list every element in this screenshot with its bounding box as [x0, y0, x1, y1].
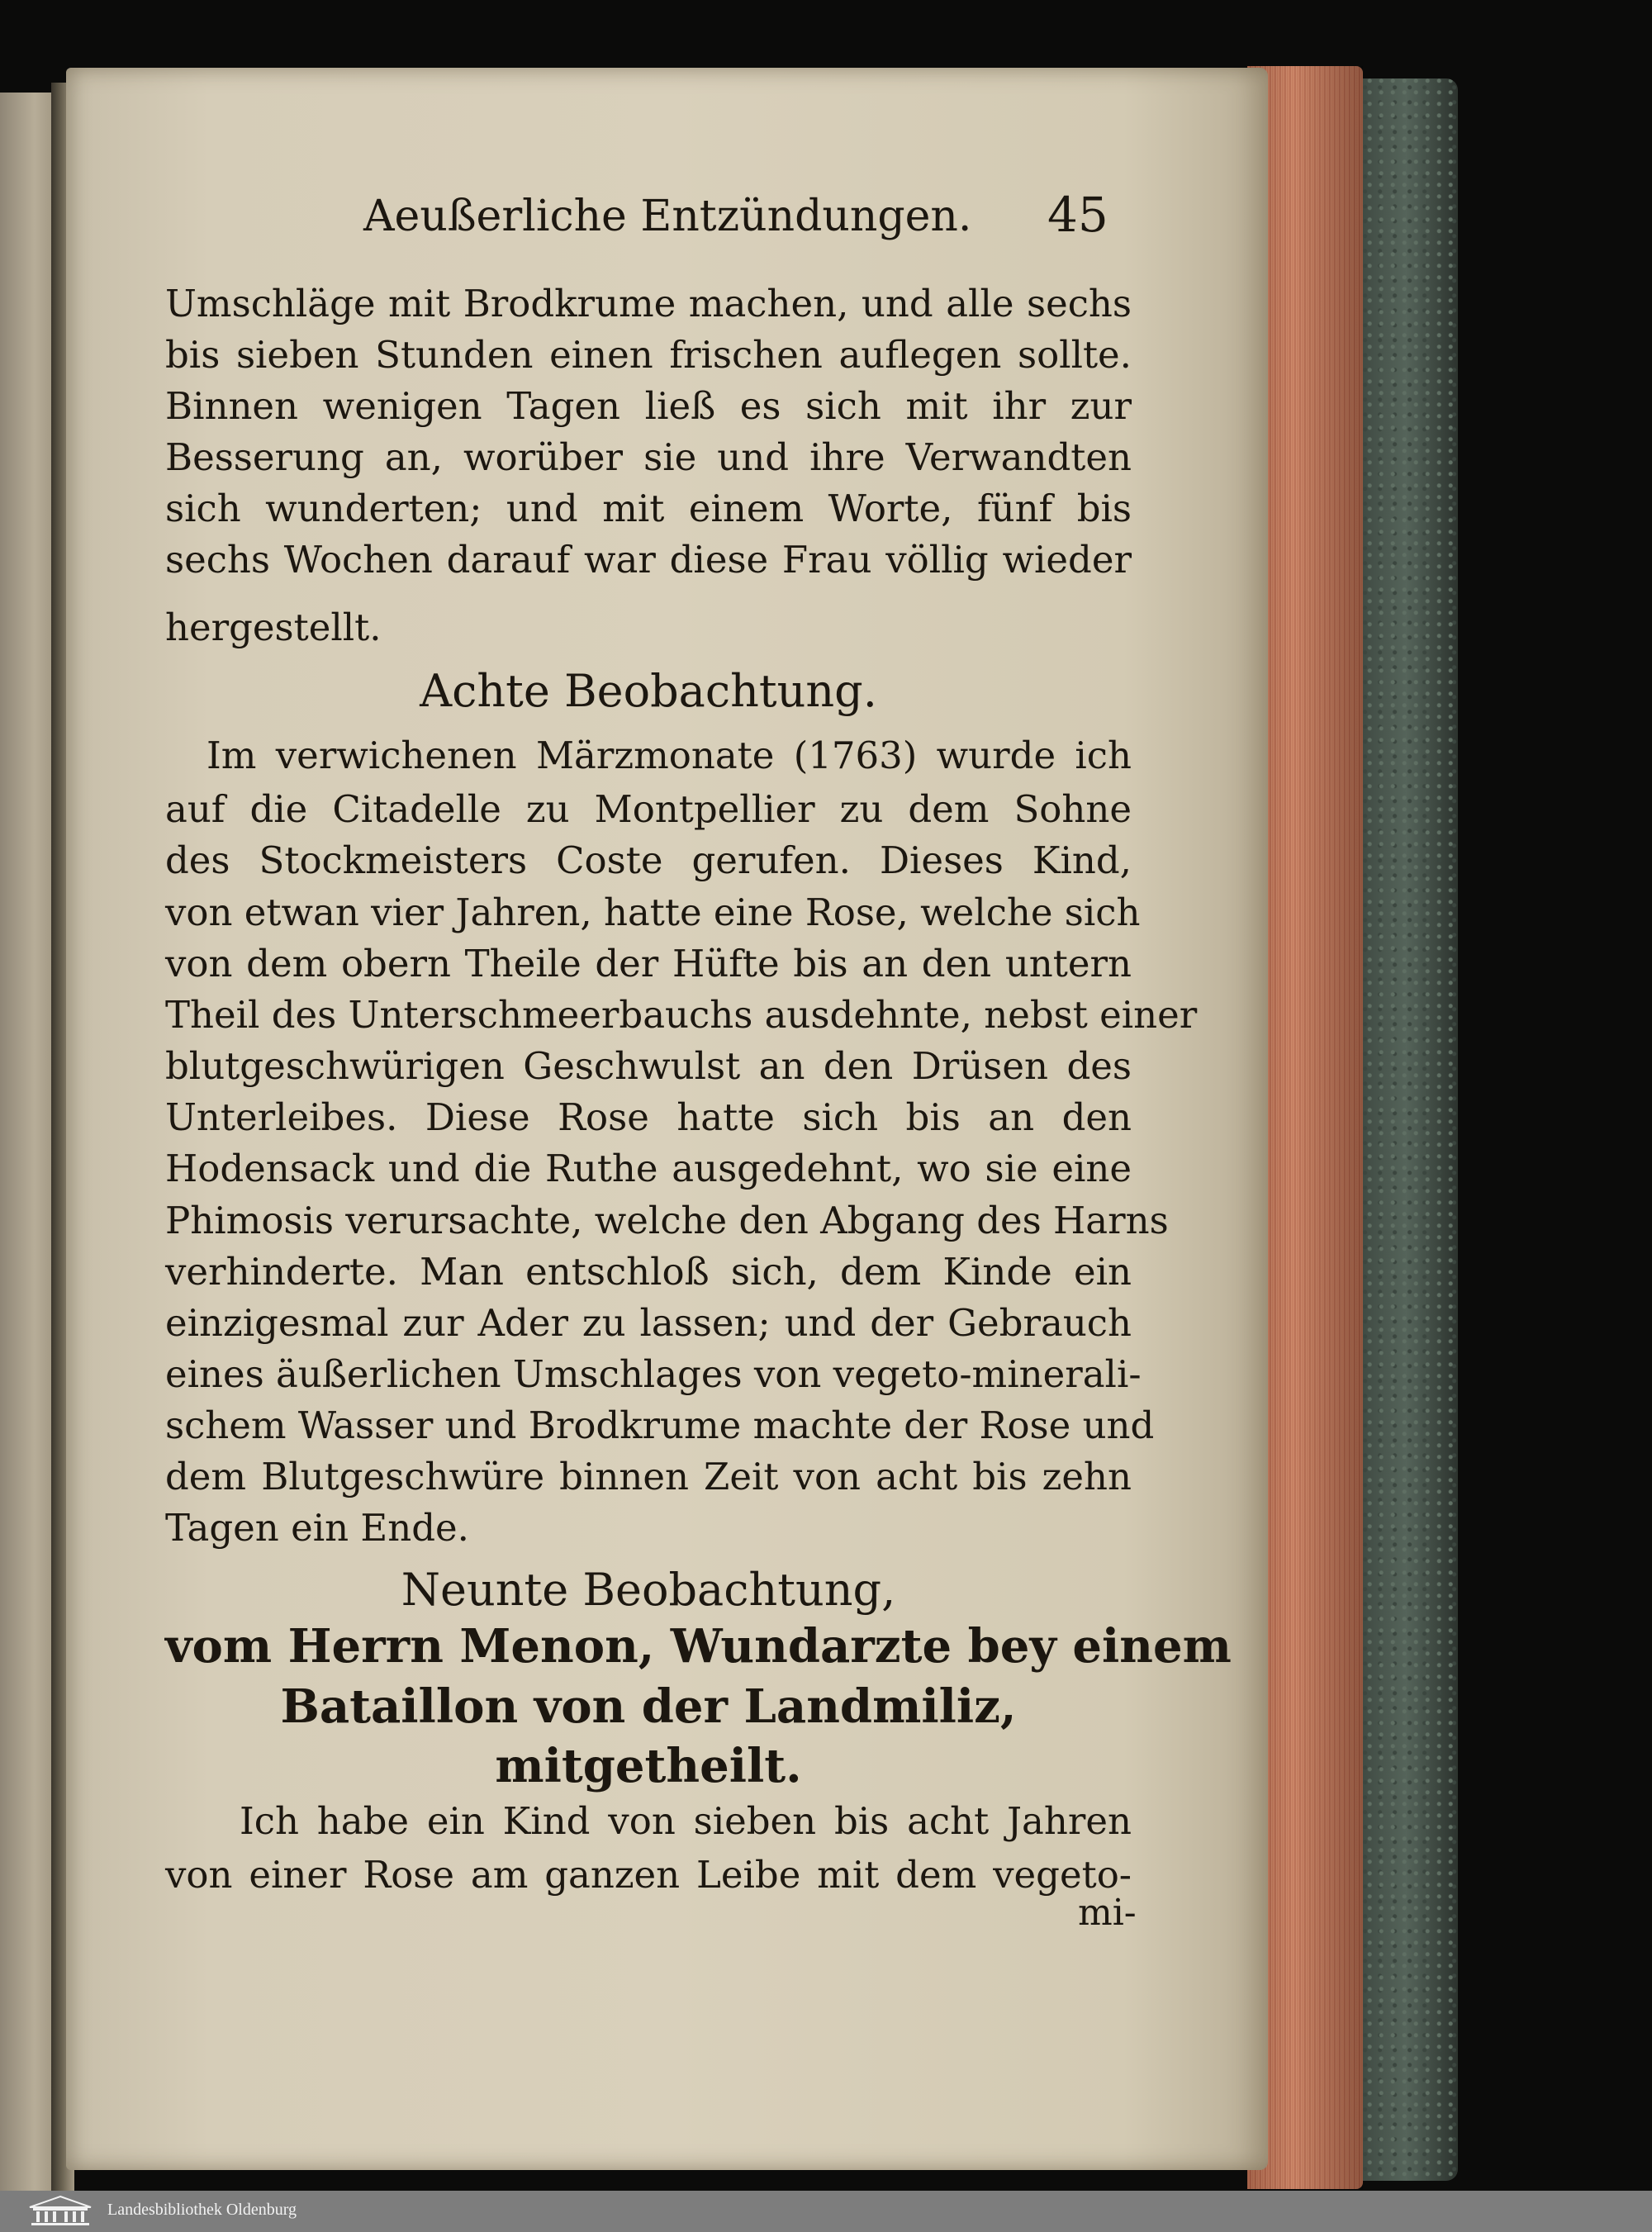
- book-cover-edge: [1355, 78, 1458, 2181]
- text-line: auf die Citadelle zu Montpellier zu dem Sohne: [165, 787, 1132, 831]
- text-line: Binnen wenigen Tagen ließ es sich mit ihr zur: [165, 384, 1132, 428]
- text-line: von einer Rose am ganzen Leibe mit dem vegeto-: [165, 1853, 1132, 1897]
- text-line: sechs Wochen darauf war diese Frau völlig wieder: [165, 538, 1132, 582]
- footer-library-name[interactable]: Landesbibliothek Oldenburg: [107, 2201, 297, 2219]
- section-subheading: Bataillon von der Landmiliz,: [280, 1679, 1017, 1734]
- text-line: Theil des Unterschmeerbauchs ausdehnte, nebst einer: [165, 993, 1198, 1037]
- section-subheading: mitgetheilt.: [495, 1739, 802, 1793]
- text-line: bis sieben Stunden einen frischen auflegen sollte.: [165, 333, 1132, 377]
- text-line: einzigesmal zur Ader zu lassen; und der Gebrauch: [165, 1301, 1132, 1345]
- text-line: Hodensack und die Ruthe ausgedehnt, wo sie eine: [165, 1147, 1132, 1190]
- text-line: Unterleibes. Diese Rose hatte sich bis an den: [165, 1095, 1132, 1139]
- text-line: verhinderte. Man entschloß sich, dem Kinde ein: [165, 1250, 1132, 1294]
- section-heading: Achte Beobachtung.: [420, 665, 877, 717]
- facing-page-edge: [0, 93, 58, 2191]
- text-line: Umschläge mit Brodkrume machen, und alle sechs: [165, 282, 1132, 325]
- text-line: des Stockmeisters Coste gerufen. Dieses Kind,: [165, 838, 1132, 882]
- text-line: Phimosis verursachte, welche den Abgang des Harns: [165, 1199, 1169, 1242]
- text-line: Tagen ein Ende.: [165, 1506, 469, 1550]
- library-building-icon: [23, 2194, 97, 2227]
- text-line: von dem obern Theile der Hüfte bis an den untern: [165, 942, 1132, 985]
- catchword: mi-: [1078, 1892, 1137, 1934]
- text-line: Im verwichenen Märzmonate (1763) wurde ich: [206, 734, 1132, 777]
- text-line: sich wunderten; und mit einem Worte, fünf bis: [165, 487, 1132, 530]
- text-line: hergestellt.: [165, 605, 382, 649]
- section-subheading: vom Herrn Menon, Wundarzte bey einem: [165, 1619, 1232, 1674]
- text-line: Ich habe ein Kind von sieben bis acht Jahren: [240, 1799, 1132, 1843]
- text-line: Besserung an, worüber sie und ihre Verwandten: [165, 435, 1132, 479]
- text-line: eines äußerlichen Umschlages von vegeto-minerali-: [165, 1352, 1142, 1396]
- text-line: von etwan vier Jahren, hatte eine Rose, welche sich: [165, 890, 1141, 934]
- text-line: blutgeschwürigen Geschwulst an den Drüsen des: [165, 1044, 1132, 1088]
- running-head: Aeußerliche Entzündungen.: [363, 192, 972, 241]
- section-heading: Neunte Beobachtung,: [401, 1564, 896, 1616]
- text-line: schem Wasser und Brodkrume machte der Rose und: [165, 1403, 1155, 1447]
- page-number: 45: [1047, 187, 1108, 243]
- text-line: dem Blutgeschwüre binnen Zeit von acht bis zehn: [165, 1455, 1132, 1498]
